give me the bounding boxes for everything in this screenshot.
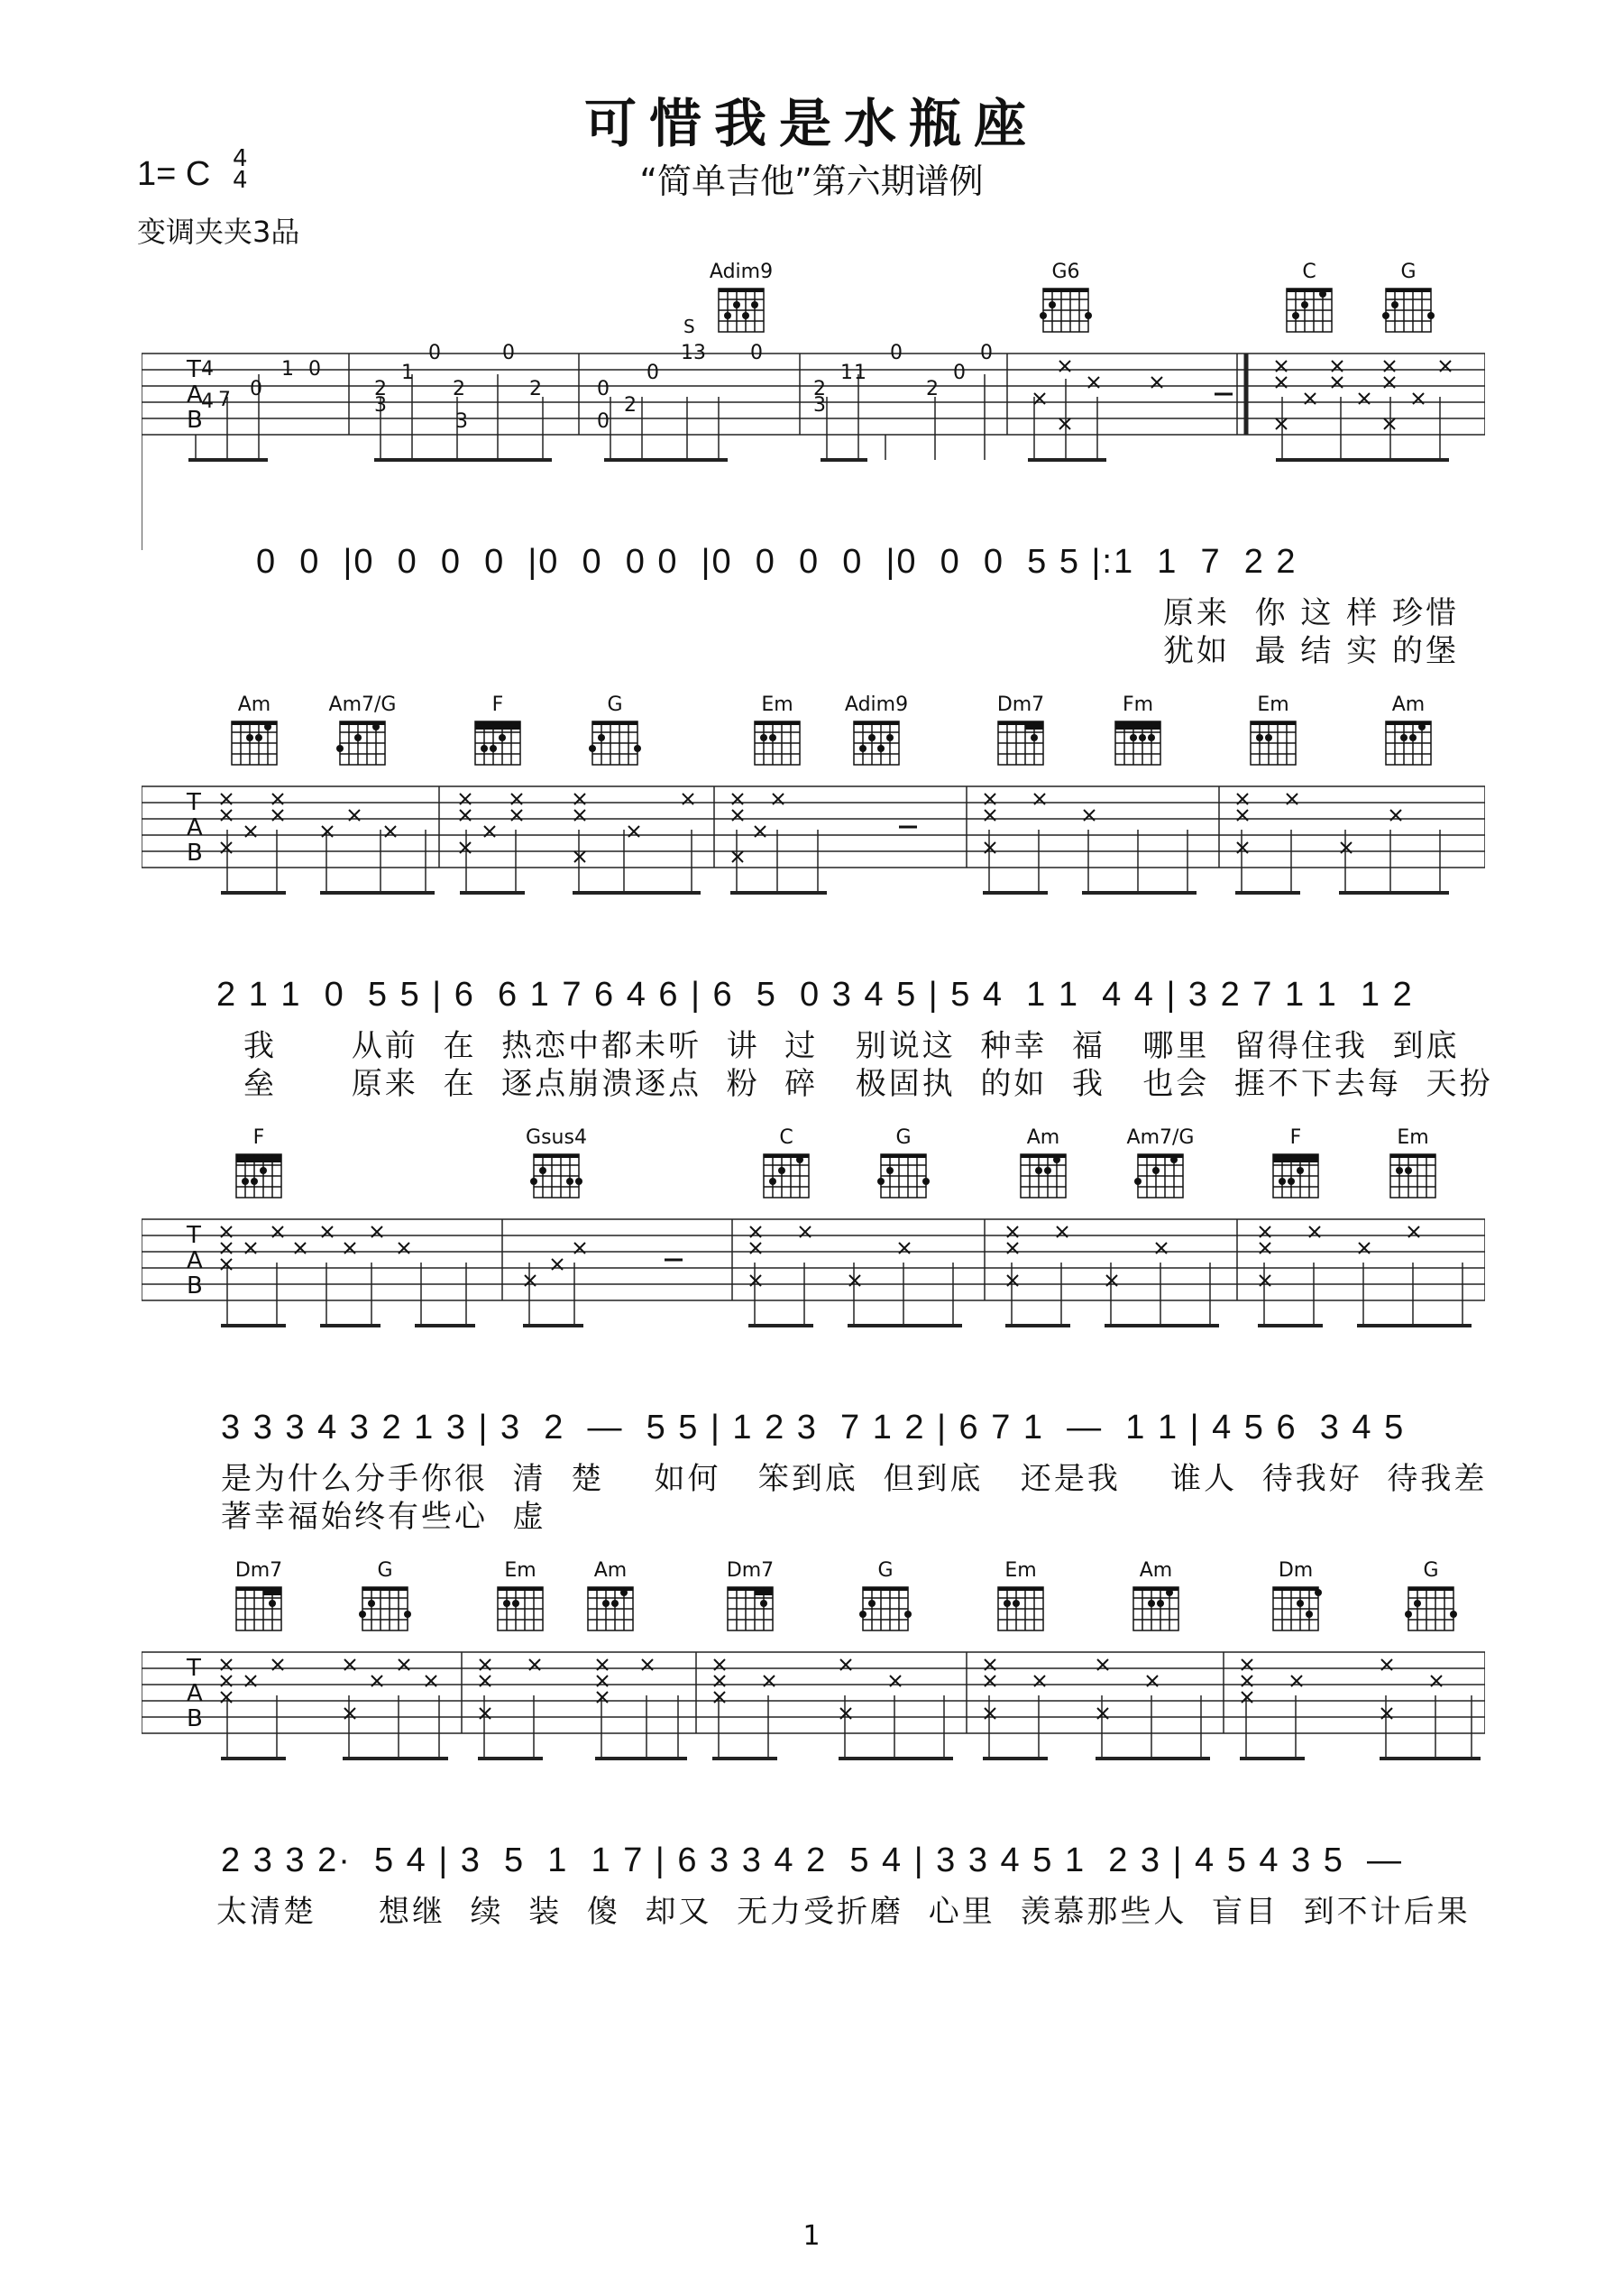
chord-name: Em	[761, 693, 793, 716]
tab-letter: A	[187, 814, 203, 841]
svg-text:0: 0	[980, 343, 993, 364]
chord-grid-icon	[1111, 718, 1165, 768]
system-1	[0, 253, 1623, 676]
chord-grid-icon	[759, 1151, 813, 1201]
tab-clef-letters	[187, 1223, 203, 1299]
chord-grid-icon	[723, 1584, 777, 1634]
chord-name: C	[1302, 261, 1316, 283]
svg-text:0: 0	[597, 410, 610, 433]
chord-diagram	[1372, 1127, 1453, 1201]
chord-diagram	[1233, 694, 1314, 768]
tab-letter: A	[187, 1247, 203, 1274]
svg-text:3: 3	[693, 343, 706, 364]
chord-grid-icon	[849, 718, 903, 768]
chord-grid-icon	[232, 1584, 286, 1634]
chord-grid-icon	[714, 285, 768, 335]
jianpu-notation: 3 3 3 4 3 2 1 3 | 3 2 — 5 5 | 1 2 3 7 1 2 | 6 7 1 — 1 1 | 4 5 6 3 4 5	[221, 1409, 1406, 1446]
lyric-line-2: 垒 原来 在 逐点崩溃逐点 粉 碎 极固执 的如 我 也会 捱不下去每 天扮	[243, 1066, 1493, 1102]
chord-grid-icon	[583, 1584, 637, 1634]
chord-name: Fm	[1122, 693, 1154, 716]
chord-diagram	[1255, 1560, 1336, 1634]
tab-letter: B	[187, 840, 203, 867]
chord-diagram	[1368, 694, 1449, 768]
chord-diagram	[574, 694, 656, 768]
svg-text:0: 0	[428, 343, 441, 364]
chord-name: Am	[593, 1559, 628, 1582]
tab-letter: A	[187, 1680, 203, 1707]
svg-text:0: 0	[646, 362, 659, 384]
svg-text:1: 1	[401, 362, 414, 384]
chord-grid-icon	[529, 1151, 583, 1201]
chord-grid-icon	[358, 1584, 412, 1634]
chord-name: Adim9	[844, 693, 909, 716]
chord-grid-icon	[1381, 285, 1435, 335]
chord-diagram	[1255, 1127, 1336, 1201]
chord-name: F	[1289, 1126, 1302, 1149]
chord-name: G	[895, 1126, 912, 1149]
chord-grid-icon	[1381, 718, 1435, 768]
chord-name: G6	[1051, 261, 1080, 283]
chord-grid-icon	[1133, 1151, 1187, 1201]
chord-name: Am	[237, 693, 271, 716]
chord-grid-icon	[493, 1584, 547, 1634]
chord-grid-icon	[227, 718, 281, 768]
chord-name: Dm7	[234, 1559, 283, 1582]
chord-diagram	[457, 694, 538, 768]
svg-text:2: 2	[529, 378, 542, 400]
svg-text:3: 3	[374, 394, 387, 417]
tab-letter: T	[187, 1655, 201, 1682]
tab-clef-letters	[187, 1656, 203, 1731]
tab-clef-letters	[187, 790, 203, 866]
chord-name: Em	[1397, 1126, 1429, 1149]
chord-grid-icon	[1039, 285, 1093, 335]
chord-name: Em	[1004, 1559, 1037, 1582]
chord-diagram	[218, 1560, 299, 1634]
chord-diagram	[218, 1127, 299, 1201]
jianpu-notation: 2 3 3 2· 5 4 | 3 5 1 1 7 | 6 3 3 4 2 5 4 | 3 3 4 5 1 2 3 | 4 5 4 3 5 —	[221, 1841, 1404, 1879]
chord-name: Dm7	[996, 693, 1045, 716]
svg-text:3: 3	[455, 410, 468, 433]
chord-diagram	[836, 694, 917, 768]
chord-diagram	[1390, 1560, 1472, 1634]
chord-diagram	[1120, 1127, 1201, 1201]
chord-diagram	[344, 1560, 426, 1634]
svg-text:3: 3	[813, 394, 826, 417]
svg-text:4: 4	[201, 390, 214, 413]
chord-diagram	[516, 1127, 597, 1201]
chord-name: F	[252, 1126, 265, 1149]
tab-letter: T	[187, 356, 201, 383]
chord-diagram	[214, 694, 295, 768]
chord-diagram	[480, 1560, 561, 1634]
chord-diagram	[980, 1560, 1061, 1634]
chord-name: Am	[1026, 1126, 1060, 1149]
chord-name: C	[779, 1126, 793, 1149]
chord-name: G	[1400, 261, 1417, 283]
jianpu-notation: 0 0 |0 0 0 0 |0 0 0 0 |0 0 0 0 |0 0 0 5 5 |:1 1 7 2 2	[256, 543, 1297, 581]
chord-diagram	[710, 1560, 791, 1634]
chord-diagram	[1269, 262, 1350, 335]
page-number: 1	[802, 2220, 821, 2252]
svg-text:2: 2	[453, 378, 465, 400]
chord-diagram	[1368, 262, 1449, 335]
guitar-tab-staff	[142, 343, 1485, 550]
system-3	[0, 1118, 1623, 1542]
tab-letter: T	[187, 789, 201, 816]
chord-diagram	[1115, 1560, 1197, 1634]
lyric-line-1: 太清楚 想继 续 装 傻 却又 无力受折磨 心里 羡慕那些人 盲目 到不计后果	[216, 1894, 1471, 1930]
svg-text:2: 2	[926, 378, 939, 400]
tab-clef-letters	[187, 357, 203, 433]
system-2	[0, 685, 1623, 1109]
chord-grid-icon	[876, 1151, 931, 1201]
chord-name: Em	[1257, 693, 1289, 716]
chord-grid-icon	[858, 1584, 912, 1634]
chord-name: Am7/G	[1126, 1126, 1195, 1149]
chord-name: G	[377, 1559, 393, 1582]
chord-diagram	[1097, 694, 1178, 768]
chord-grid-icon	[994, 718, 1048, 768]
chord-diagram	[1025, 262, 1106, 335]
key-signature: 1= C	[137, 155, 211, 193]
song-title: 可惜我是水瓶座	[583, 93, 1039, 154]
lyric-line-1: 是为什么分手你很 清 楚 如何 笨到底 但到底 还是我 谁人 待我好 待我差	[221, 1461, 1488, 1497]
svg-text:0: 0	[250, 378, 262, 400]
svg-text:0: 0	[597, 378, 610, 400]
subtitle: “简单吉他”第六期谱例	[639, 161, 984, 201]
chord-grid-icon	[1269, 1151, 1323, 1201]
chord-grid-icon	[1282, 285, 1336, 335]
chord-grid-icon	[1404, 1584, 1458, 1634]
chord-name: Dm7	[726, 1559, 775, 1582]
chord-name: Am7/G	[328, 693, 397, 716]
segno-mark: S	[683, 316, 695, 337]
svg-text:1: 1	[681, 343, 693, 364]
chord-grid-icon	[750, 718, 804, 768]
lyric-line-2: 犹如 最 结 实 的堡	[1163, 633, 1460, 669]
chord-name: Am	[1139, 1559, 1173, 1582]
svg-text:0: 0	[750, 343, 763, 364]
chord-name: G	[1423, 1559, 1439, 1582]
chord-name: G	[877, 1559, 894, 1582]
chord-grid-icon	[994, 1584, 1048, 1634]
chord-name: Adim9	[709, 261, 774, 283]
chord-diagram	[570, 1560, 651, 1634]
chord-grid-icon	[471, 718, 525, 768]
guitar-tab-staff	[142, 1208, 1485, 1389]
time-signature-bottom: 4	[233, 167, 248, 194]
chord-diagram	[1003, 1127, 1084, 1201]
svg-text:0: 0	[953, 362, 966, 384]
chord-diagram	[322, 694, 403, 768]
lyric-line-2: 著幸福始终有些心 虚	[221, 1499, 546, 1535]
system-4	[0, 1551, 1623, 1975]
tab-letter: B	[187, 1705, 203, 1732]
chord-diagram	[980, 694, 1061, 768]
svg-text:7: 7	[218, 389, 231, 411]
tab-letter: B	[187, 407, 203, 434]
chord-grid-icon	[1269, 1584, 1323, 1634]
lyric-line-1: 我 从前 在 热恋中都未听 讲 过 别说这 种幸 福 哪里 留得住我 到底	[243, 1028, 1460, 1064]
chord-grid-icon	[1246, 718, 1300, 768]
chord-name: F	[491, 693, 504, 716]
svg-text:2: 2	[624, 394, 637, 417]
svg-text:2: 2	[813, 378, 826, 400]
time-signature-top: 4	[233, 145, 248, 172]
svg-text:0: 0	[502, 343, 515, 364]
chord-name: Em	[504, 1559, 536, 1582]
chord-name: Am	[1391, 693, 1426, 716]
svg-text:2: 2	[374, 378, 387, 400]
chord-name: G	[607, 693, 623, 716]
chord-grid-icon	[232, 1151, 286, 1201]
svg-text:4: 4	[201, 358, 214, 381]
svg-text:1: 1	[281, 358, 294, 381]
chord-diagram	[863, 1127, 944, 1201]
chord-diagram	[737, 694, 818, 768]
guitar-tab-staff	[142, 776, 1485, 956]
chord-diagram	[845, 1560, 926, 1634]
guitar-tab-staff	[142, 1641, 1485, 1822]
tab-letter: T	[187, 1222, 201, 1249]
chord-diagram	[701, 262, 782, 335]
svg-text:0: 0	[890, 343, 903, 364]
chord-grid-icon	[335, 718, 390, 768]
chord-grid-icon	[588, 718, 642, 768]
lyric-line-1: 原来 你 这 样 珍惜	[1163, 595, 1460, 631]
svg-text:1: 1	[854, 362, 867, 384]
capo-note: 变调夹夹3品	[137, 215, 300, 249]
jianpu-notation: 2 1 1 0 5 5 | 6 6 1 7 6 4 6 | 6 5 0 3 4 5 | 5 4 1 1 4 4 | 3 2 7 1 1 1 2	[216, 976, 1414, 1014]
svg-text:0: 0	[308, 358, 321, 381]
chord-grid-icon	[1386, 1151, 1440, 1201]
chord-name: Gsus4	[526, 1126, 587, 1149]
svg-text:1: 1	[840, 362, 853, 384]
chord-grid-icon	[1129, 1584, 1183, 1634]
chord-name: Dm	[1278, 1559, 1314, 1582]
chord-diagram	[746, 1127, 827, 1201]
tab-letter: A	[187, 381, 203, 409]
chord-grid-icon	[1016, 1151, 1070, 1201]
tab-letter: B	[187, 1272, 203, 1300]
